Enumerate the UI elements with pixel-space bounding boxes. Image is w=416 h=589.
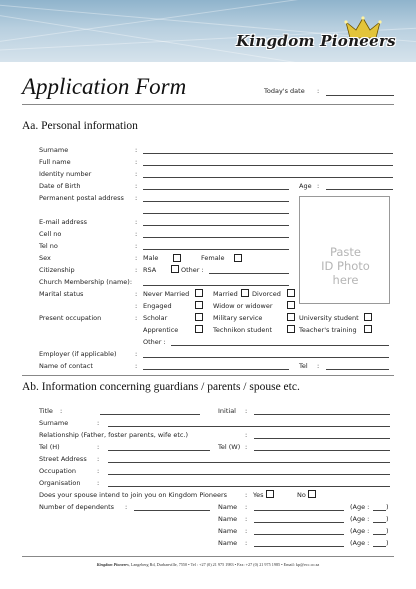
rsa-label: RSA (143, 266, 157, 274)
guardian-title-label: Title (39, 407, 53, 415)
organisation-field[interactable] (108, 486, 390, 487)
guardian-occupation-field[interactable] (108, 474, 390, 475)
todays-date-field[interactable] (326, 95, 394, 96)
section-a-heading: Aa. Personal information (22, 120, 138, 132)
dependent-age-field-1[interactable] (373, 510, 386, 511)
dependent-age-label-3: (Age : (350, 527, 370, 535)
full-name-label: Full name (39, 158, 71, 166)
email-field[interactable] (143, 225, 289, 226)
occupation-label: Present occupation (39, 314, 102, 322)
never-married-checkbox[interactable] (195, 289, 203, 297)
contact-tel-field[interactable] (326, 369, 389, 370)
citizenship-other-label: Other : (181, 266, 204, 274)
contact-label: Name of contact (39, 362, 93, 370)
apprentice-label: Apprentice (143, 326, 179, 334)
spouse-question-label: Does your spouse intend to join you on Kingdom Pioneers (39, 491, 228, 499)
yes-checkbox[interactable] (266, 490, 274, 498)
tel-h-label: Tel (H) (39, 443, 60, 451)
occupation-other-field[interactable] (171, 345, 389, 346)
technikon-label: Technikon student (213, 326, 273, 334)
engaged-label: Engaged (143, 302, 172, 310)
section-divider (22, 375, 394, 376)
citizenship-label: Citizenship (39, 266, 75, 274)
apprentice-checkbox[interactable] (195, 325, 203, 333)
no-checkbox[interactable] (308, 490, 316, 498)
guardian-initial-field[interactable] (254, 414, 390, 415)
page-title: Application Form (22, 74, 187, 99)
divorced-checkbox[interactable] (287, 289, 295, 297)
guardian-initial-label: Initial (218, 407, 236, 415)
cell-field[interactable] (143, 237, 289, 238)
surname-label: Surname (39, 146, 69, 154)
dependent-name-field-2[interactable] (254, 522, 344, 523)
contact-field[interactable] (143, 369, 289, 370)
footer-divider (22, 556, 394, 557)
teacher-checkbox[interactable] (364, 325, 372, 333)
logo-text: Kingdom Pioneers (236, 32, 396, 50)
footer-details: , Langeberg Rd, Durbanville, 7550 • Tel : +27 (0) 21 975 1983 • Fax: +27 (0) 21 975 1985 • Email: kp@ecc.co.za (128, 562, 320, 567)
postal-address-label: Permanent postal address (39, 194, 124, 202)
email-label: E-mail address (39, 218, 87, 226)
dependent-name-field-4[interactable] (254, 546, 344, 547)
section-b-heading: Ab. Information concerning guardians / parents / spouse etc. (22, 381, 300, 393)
female-label: Female (201, 254, 225, 262)
rsa-checkbox[interactable] (171, 265, 179, 273)
sex-label: Sex (39, 254, 51, 262)
identity-number-label: Identity number (39, 170, 92, 178)
male-label: Male (143, 254, 159, 262)
identity-number-field[interactable] (143, 177, 393, 178)
never-married-label: Never Married (143, 290, 190, 298)
dependents-label: Number of dependents (39, 503, 115, 511)
date-of-birth-field[interactable] (143, 189, 289, 190)
dependent-name-label-1: Name (218, 503, 238, 511)
dependent-name-label-4: Name (218, 539, 238, 547)
guardian-surname-label: Surname (39, 419, 69, 427)
dependent-age-label-4: (Age : (350, 539, 370, 547)
occupation-other-label: Other : (143, 338, 166, 346)
military-checkbox[interactable] (287, 313, 295, 321)
contact-tel-label: Tel (299, 362, 308, 370)
age-label: Age (299, 182, 312, 190)
footer (0, 562, 416, 567)
dependent-age-label-2: (Age : (350, 515, 370, 523)
todays-date-label: Today's date (264, 87, 305, 95)
no-label: No (297, 491, 306, 499)
dependent-name-field-3[interactable] (254, 534, 344, 535)
cell-label: Cell no (39, 230, 62, 238)
university-checkbox[interactable] (364, 313, 372, 321)
organisation-label: Organisation (39, 479, 81, 487)
tel-field[interactable] (143, 249, 289, 250)
male-checkbox[interactable] (173, 254, 181, 262)
postal-address-field-2[interactable] (143, 213, 289, 214)
military-label: Military service (213, 314, 263, 322)
dependent-age-label-1: (Age : (350, 503, 370, 511)
postal-address-field-1[interactable] (143, 201, 289, 202)
tel-h-field[interactable] (108, 450, 210, 451)
id-photo-box (299, 196, 390, 304)
dependent-name-label-2: Name (218, 515, 238, 523)
female-checkbox[interactable] (234, 254, 242, 262)
university-label: University student (299, 314, 359, 322)
dependents-count-field[interactable] (134, 510, 210, 511)
date-of-birth-label: Date of Birth (39, 182, 81, 190)
relationship-field[interactable] (254, 438, 390, 439)
title-divider (22, 104, 394, 105)
widow-label: Widow or widower (213, 302, 273, 310)
church-field[interactable] (143, 285, 289, 286)
engaged-checkbox[interactable] (195, 301, 203, 309)
tel-label: Tel no (39, 242, 58, 250)
surname-field[interactable] (143, 153, 393, 154)
teacher-label: Teacher's training (299, 326, 357, 334)
street-address-field[interactable] (108, 462, 390, 463)
married-label: Married (213, 290, 238, 298)
tel-w-field[interactable] (254, 450, 390, 451)
kingdom-pioneers-logo (230, 16, 402, 74)
marital-label: Marital status (39, 290, 84, 298)
citizenship-other-field[interactable] (209, 273, 289, 274)
relationship-label: Relationship (Father, foster parents, wife etc.) (39, 431, 189, 439)
married-checkbox[interactable] (241, 289, 249, 297)
age-field[interactable] (326, 189, 393, 190)
guardian-title-field[interactable] (100, 414, 200, 415)
yes-label: Yes (253, 491, 264, 499)
scholar-label: Scholar (143, 314, 168, 322)
employer-label: Employer (if applicable) (39, 350, 117, 358)
guardian-surname-field[interactable] (108, 426, 390, 427)
dependent-age-field-4[interactable] (373, 546, 386, 547)
photo-placeholder-text: Paste ID Photo here (321, 245, 370, 287)
full-name-field[interactable] (143, 165, 393, 166)
employer-field[interactable] (143, 357, 389, 358)
street-address-label: Street Address (39, 455, 87, 463)
dependent-age-field-3[interactable] (373, 534, 386, 535)
scholar-checkbox[interactable] (195, 313, 203, 321)
technikon-checkbox[interactable] (287, 325, 295, 333)
footer-org: Kingdom Pioneers (96, 562, 129, 567)
church-label: Church Membership (name): (39, 278, 133, 286)
divorced-label: Divorced (252, 290, 281, 298)
guardian-occupation-label: Occupation (39, 467, 76, 475)
widow-checkbox[interactable] (287, 301, 295, 309)
dependent-name-label-3: Name (218, 527, 238, 535)
tel-w-label: Tel (W) (218, 443, 241, 451)
dependent-name-field-1[interactable] (254, 510, 344, 511)
dependent-age-field-2[interactable] (373, 522, 386, 523)
